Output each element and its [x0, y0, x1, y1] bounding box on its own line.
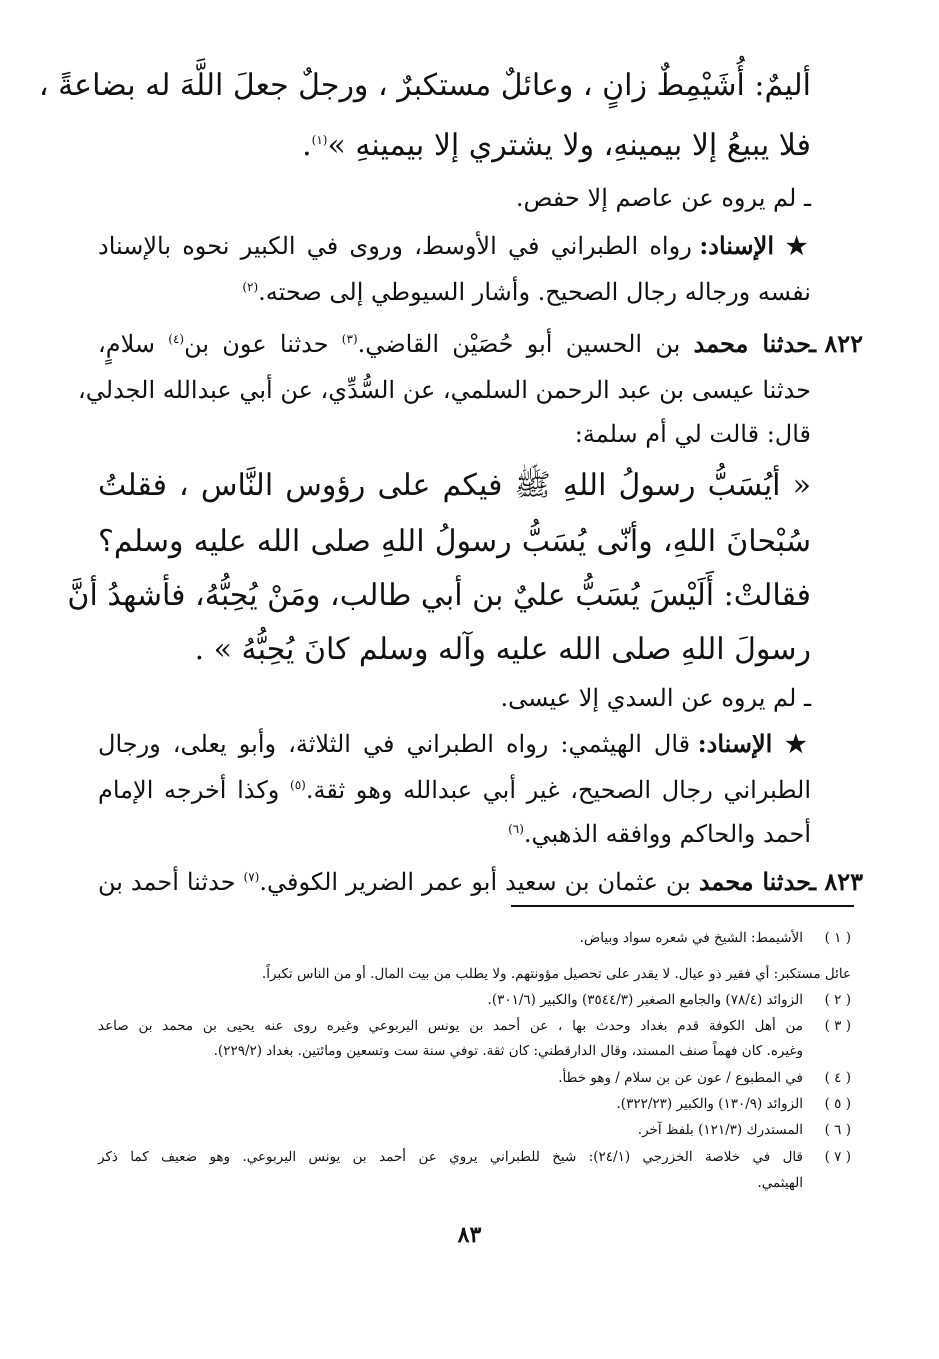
text-line	[98, 820, 811, 849]
line-text: بن الحسين أبو حُصَيْن القاضي.	[357, 330, 694, 358]
hadith-text-line	[98, 468, 811, 504]
text-line	[98, 684, 811, 713]
footnote-text: في المطبوع / عون عن بن سلام / وهو خطأ.	[558, 1070, 803, 1086]
line-text: رسولَ اللهِ صلى الله عليه وآله وسلم كانَ يُحِبُّهُ » .	[194, 632, 811, 667]
footnote-number: ( ٢ )	[824, 992, 851, 1008]
hadith-text-line	[98, 632, 811, 668]
narrator-name: حدثنا محمد	[693, 329, 811, 358]
footnote-ref: (٣)	[341, 332, 358, 346]
line-text: حدثنا عون بن	[184, 330, 342, 358]
line-text: حدثنا عيسى بن عبد الرحمن السلمي، عن السُّدِّي، عن أبي عبدالله الجدلي،	[78, 376, 811, 404]
footnote-text: الزوائد (١٣٠/٩) والكبير (٣٢٢/٢٣).	[616, 1096, 803, 1112]
footnote-ref: (٧)	[243, 870, 260, 884]
footnote-text: الأشيمط: الشيخ في شعره سواد وبياض.	[579, 930, 803, 946]
footnote-number: ( ١ )	[824, 930, 851, 946]
text-line	[98, 184, 811, 213]
line-text: قال الهيثمي: رواه الطبراني في الثلاثة، وأبو يعلى، ورجال	[98, 730, 698, 758]
line-text: نفسه ورجاله رجال الصحيح. وأشار السيوطي إلى صحته.	[258, 278, 811, 306]
hadith-text-line	[67, 578, 811, 614]
line-text: بن عثمان بن سعيد أبو عمر الضرير الكوفي.	[259, 868, 699, 896]
line-text: حدثنا أحمد بن	[98, 868, 244, 896]
text-line	[78, 376, 811, 405]
line-text: « أيُسَبُّ رسولُ اللهِ ﷺ فيكم على رؤوس النَّاس ، فقلتُ	[98, 468, 811, 503]
line-text: .	[302, 128, 312, 163]
isnad-line	[98, 232, 811, 261]
hadith-823-heading	[98, 867, 863, 897]
footnote-ref: (٦)	[508, 822, 524, 836]
footnote-ref: (٤)	[168, 332, 185, 346]
footnote-separator	[511, 905, 854, 907]
footnote-text: الهيثمي.	[757, 1175, 803, 1191]
footnote-number: ( ٦ )	[824, 1122, 851, 1138]
text-line	[98, 278, 811, 307]
footnote-ref: (٢)	[242, 280, 259, 294]
line-text: أليمٌ: أُشَيْمِطٌ زانٍ ، وعائلٌ مستكبرٌ ، ورجلٌ جعلَ اللَّهَ له بضاعةً ،	[38, 68, 811, 103]
line-text: سُبْحانَ اللهِ، وأنّى يُسَبُّ رسولُ اللهِ صلى الله عليه وسلم؟	[98, 524, 811, 559]
text-line	[98, 776, 811, 805]
text-line	[38, 68, 811, 104]
footnote-text: عائل مستكبر: أي فقير ذو عيال. لا يقدر على تحصيل مؤونتهم. ولا يطلب من بيت المال. أو من الناس تكبراً.	[261, 966, 851, 982]
line-text: الطبراني رجال الصحيح، غير أبي عبدالله وهو ثقة.	[305, 776, 812, 804]
footnote-number: ( ٧ )	[824, 1149, 851, 1165]
footnote-number: ( ٤ )	[824, 1070, 851, 1086]
hadith-822-heading	[98, 329, 863, 359]
page-number: ٨٣	[457, 1222, 482, 1248]
line-text: فلا يبيعُ إلا بيمينهِ، ولا يشتري إلا بيمينهِ »	[327, 128, 811, 163]
footnote-text: قال في خلاصة الخزرجي (٢٤/١): شيخ للطبراني يروي عن أحمد بن يونس اليربوعي. وهو ضعيف كما ذكر	[98, 1149, 803, 1165]
line-text: قال: قالت لي أم سلمة:	[574, 420, 811, 448]
hadith-number: ٨٢٢ ـ	[808, 329, 863, 358]
footnote-text: المستدرك (١٢١/٣) بلفظ آخر.	[637, 1122, 803, 1138]
line-text: ـ لم يروه عن عاصم إلا حفص.	[515, 184, 811, 212]
footnote-ref: (٥)	[290, 778, 306, 792]
footnote-ref: (١)	[311, 133, 328, 147]
footnote-number: ( ٣ )	[824, 1018, 851, 1034]
line-text: ـ لم يروه عن السدي إلا عيسى.	[500, 684, 811, 712]
isnad-line	[98, 730, 811, 759]
isnad-label: ★ الإسناد:	[699, 231, 812, 260]
narrator-name: حدثنا محمد	[698, 867, 811, 896]
text-line	[98, 128, 811, 164]
line-text: سلامٍ،	[98, 330, 169, 358]
hadith-number: ٨٢٣ ـ	[808, 867, 863, 896]
footnote-text: الزوائد (٧٨/٤) والجامع الصغير (٣٥٤٤/٣) والكبير (٣٠١/٦).	[487, 992, 803, 1008]
line-text: فقالتْ: أَلَيْسَ يُسَبُّ عليٌ بن أبي طالب، ومَنْ يُحِبُّهُ، فأشهدُ أنَّ	[67, 578, 811, 613]
footnote-text: وغيره. كان فهماً صنف المسند، وقال الدارقطني: كان ثقة. توفي سنة ست وتسعين ومائتين. بغداد (٢٢٩/٢).	[213, 1043, 803, 1059]
isnad-label: ★ الإسناد:	[697, 729, 811, 758]
text-line	[98, 420, 811, 449]
footnote-number: ( ٥ )	[824, 1096, 851, 1112]
footnote-text: من أهل الكوفة قدم بغداد وحدث بها ، عن أحمد بن يونس اليربوعي وغيره روى عنه يحيى بن محمد بن صاعد	[98, 1018, 803, 1034]
hadith-text-line	[98, 524, 811, 560]
line-text: وكذا أخرجه الإمام	[98, 776, 291, 804]
line-text: رواه الطبراني في الأوسط، وروى في الكبير نحوه بالإسناد	[98, 232, 700, 260]
line-text: أحمد والحاكم ووافقه الذهبي.	[523, 820, 811, 848]
